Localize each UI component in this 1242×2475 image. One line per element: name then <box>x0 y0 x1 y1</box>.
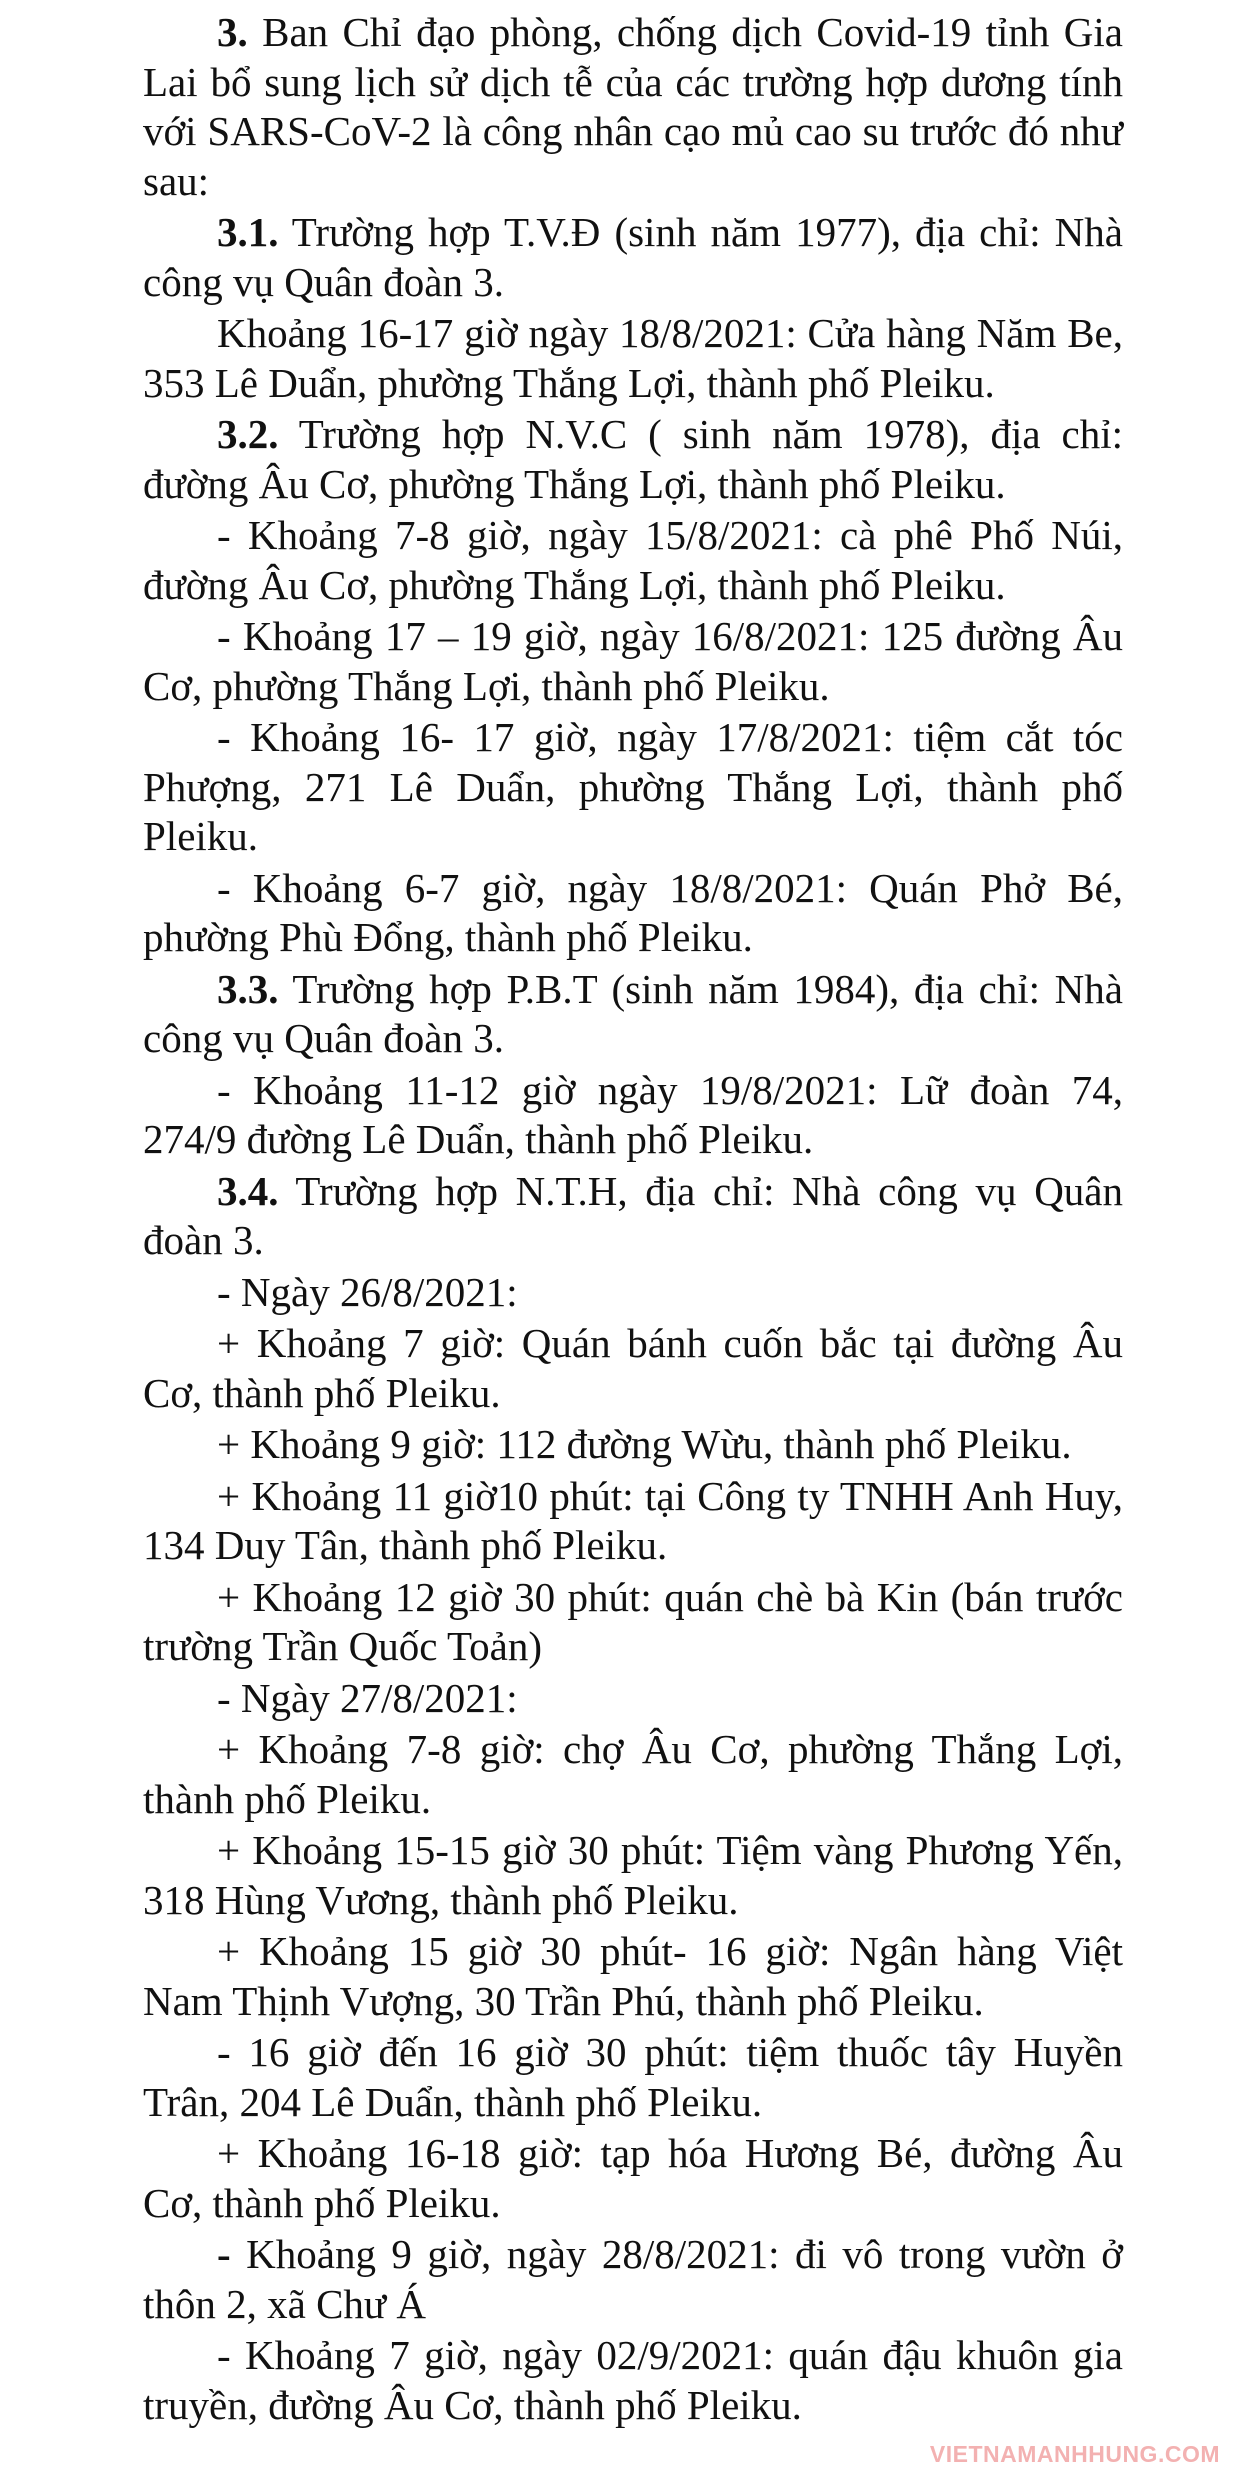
paragraph <box>143 965 1123 1064</box>
paragraph-text: + Khoảng 15-15 giờ 30 phút: Tiệm vàng Phương Yến, 318 Hùng Vương, thành phố Pleiku. <box>143 1827 1123 1923</box>
paragraph-text: + Khoảng 7-8 giờ: chợ Âu Cơ, phường Thắng Lợi, thành phố Pleiku. <box>143 1726 1123 1822</box>
paragraph-text: + Khoảng 7 giờ: Quán bánh cuốn bắc tại đường Âu Cơ, thành phố Pleiku. <box>143 1320 1123 1416</box>
paragraph-text: - Khoảng 7 giờ, ngày 02/9/2021: quán đậu khuôn gia truyền, đường Âu Cơ, thành phố Pleiku. <box>143 2332 1123 2428</box>
paragraph <box>143 1826 1123 1925</box>
paragraph <box>143 1472 1123 1571</box>
paragraph-text: - Khoảng 7-8 giờ, ngày 15/8/2021: cà phê Phố Núi, đường Âu Cơ, phường Thắng Lợi, thành phố Pleiku. <box>143 512 1123 608</box>
paragraph <box>143 410 1123 509</box>
section-label: 3.3. <box>217 965 279 1012</box>
paragraph-text: - Khoảng 11-12 giờ ngày 19/8/2021: Lữ đoàn 74, 274/9 đường Lê Duẩn, thành phố Pleiku. <box>143 1066 1123 1162</box>
paragraph <box>143 612 1123 711</box>
paragraph <box>143 1268 1123 1318</box>
paragraph <box>143 1319 1123 1418</box>
paragraph-text: Trường hợp T.V.Đ (sinh năm 1977), địa chỉ: Nhà công vụ Quân đoàn 3. <box>143 209 1123 305</box>
paragraph <box>143 208 1123 307</box>
section-label: - <box>217 2231 231 2277</box>
paragraph-text: - Khoảng 6-7 giờ, ngày 18/8/2021: Quán Phở Bé, phường Phù Đổng, thành phố Pleiku. <box>143 864 1123 960</box>
paragraph <box>143 1674 1123 1724</box>
paragraph <box>143 864 1123 963</box>
paragraph <box>143 1420 1123 1470</box>
paragraph-text: Trường hợp N.V.C ( sinh năm 1978), địa chỉ: đường Âu Cơ, phường Thắng Lợi, thành phố Pleiku. <box>143 411 1123 507</box>
paragraph <box>143 1573 1123 1672</box>
paragraph <box>143 309 1123 408</box>
section-label: 3.4. <box>217 1167 279 1214</box>
paragraph-text: Ban Chỉ đạo phòng, chống dịch Covid-19 tỉnh Gia Lai bổ sung lịch sử dịch tễ của các trường hợp dương tính với SARS-CoV-2 là công nhân cạo mủ cao su trước đó như sau: <box>143 9 1123 204</box>
watermark-logo: VIETNAMANHHUNG.COM <box>929 2441 1220 2467</box>
paragraph <box>143 713 1123 862</box>
paragraph <box>143 1725 1123 1824</box>
paragraph <box>143 1066 1123 1165</box>
paragraph-text: Khoảng 9 giờ, ngày 28/8/2021: đi vô trong vườn ở thôn 2, xã Chư Á <box>143 2231 1123 2327</box>
paragraph-text: + Khoảng 16-18 giờ: tạp hóa Hương Bé, đường Âu Cơ, thành phố Pleiku. <box>143 2130 1123 2226</box>
paragraph <box>143 2331 1123 2430</box>
paragraph-text: - Khoảng 16- 17 giờ, ngày 17/8/2021: tiệm cắt tóc Phượng, 271 Lê Duẩn, phường Thắng Lợi, thành phố Pleiku. <box>143 714 1123 859</box>
paragraph-text: + Khoảng 11 giờ10 phút: tại Công ty TNHH Anh Huy, 134 Duy Tân, thành phố Pleiku. <box>143 1472 1123 1568</box>
paragraph <box>143 2230 1123 2329</box>
paragraph-text: Khoảng 16-17 giờ ngày 18/8/2021: Cửa hàng Năm Be, 353 Lê Duẩn, phường Thắng Lợi, thành phố Pleiku. <box>143 310 1123 406</box>
section-label: 3.2. <box>217 411 279 457</box>
paragraph-text: - Ngày 27/8/2021: <box>217 1674 518 1721</box>
paragraph-text: - Ngày 26/8/2021: <box>217 1268 518 1315</box>
paragraph-text: + Khoảng 15 giờ 30 phút- 16 giờ: Ngân hàng Việt Nam Thịnh Vượng, 30 Trần Phú, thành phố Pleiku. <box>143 1928 1123 2024</box>
paragraph <box>143 2129 1123 2228</box>
document-body <box>143 8 1123 2432</box>
paragraph-text: - 16 giờ đến 16 giờ 30 phút: tiệm thuốc tây Huyền Trân, 204 Lê Duẩn, thành phố Pleiku. <box>143 2029 1123 2125</box>
paragraph <box>143 1167 1123 1266</box>
paragraph-text: + Khoảng 12 giờ 30 phút: quán chè bà Kin (bán trước trường Trần Quốc Toản) <box>143 1573 1123 1669</box>
paragraph-text: + Khoảng 9 giờ: 112 đường Wừu, thành phố Pleiku. <box>217 1421 1072 1467</box>
paragraph-text: - Khoảng 17 – 19 giờ, ngày 16/8/2021: 125 đường Âu Cơ, phường Thắng Lợi, thành phố Pleiku. <box>143 613 1123 709</box>
section-label: 3.1. <box>217 209 279 255</box>
paragraph-text: Trường hợp N.T.H, địa chỉ: Nhà công vụ Quân đoàn 3. <box>143 1167 1123 1263</box>
paragraph-text: Trường hợp P.B.T (sinh năm 1984), địa chỉ: Nhà công vụ Quân đoàn 3. <box>143 965 1123 1061</box>
paragraph <box>143 511 1123 610</box>
section-label: 3. <box>217 9 248 55</box>
paragraph <box>143 2028 1123 2127</box>
paragraph <box>143 1927 1123 2026</box>
paragraph <box>143 8 1123 206</box>
